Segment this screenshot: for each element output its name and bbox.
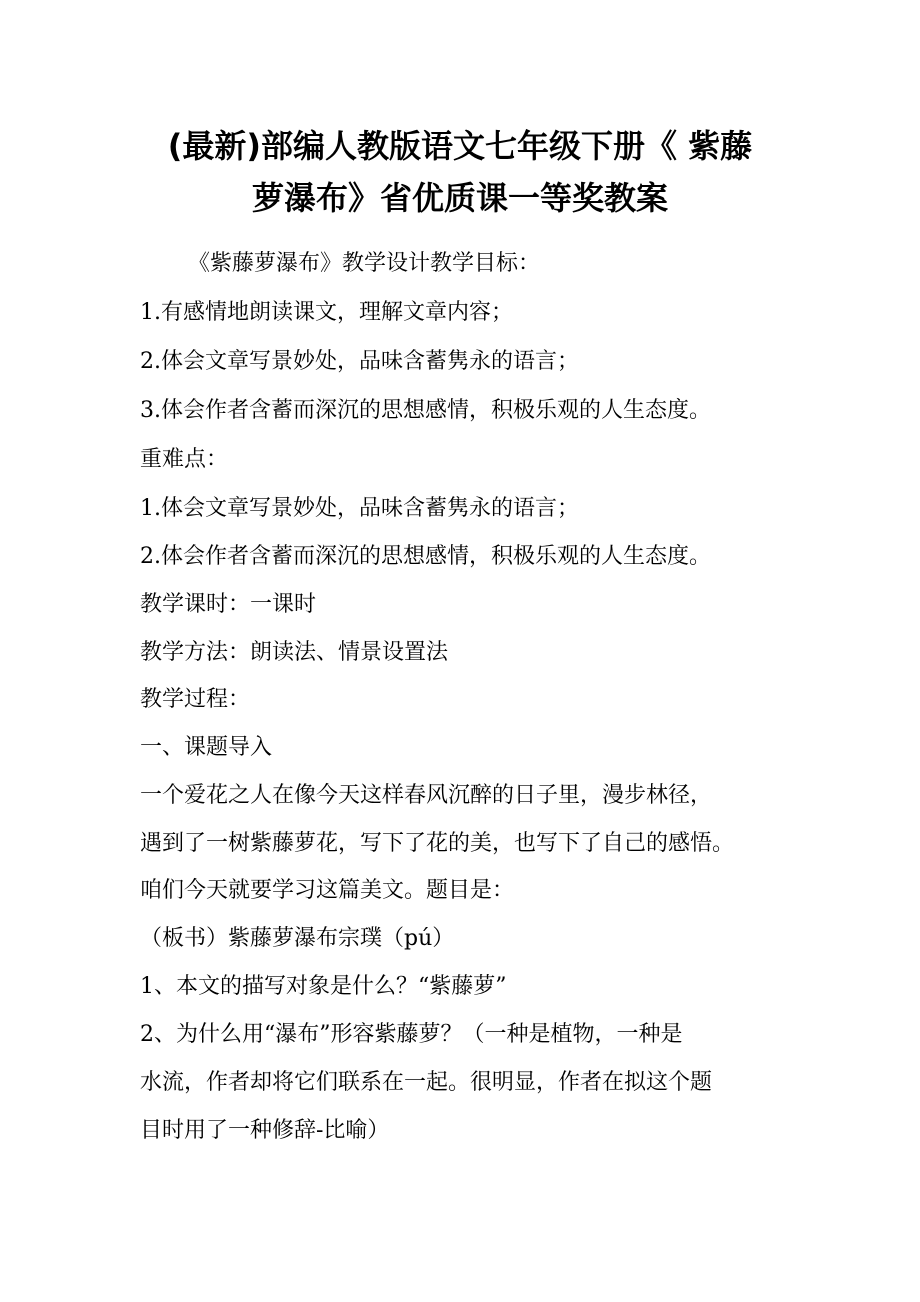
document-title-line-2: 萝瀑布》省优质课一等奖教案 <box>251 179 668 217</box>
paragraph-line: 一个爱花之人在像今天这样春风沉醉的日子里，漫步林径， <box>140 783 713 808</box>
question-2-continued: 水流，作者却将它们联系在一起。很明显，作者在拟这个题 <box>140 1070 713 1095</box>
key-points-heading: 重难点： <box>140 447 229 472</box>
objective-1: 1.有感情地朗读课文，理解文章内容； <box>140 300 513 325</box>
question-2-continued: 目时用了一种修辞-比喻） <box>140 1118 390 1143</box>
paragraph-line: 遇到了一树紫藤萝花，写下了花的美，也写下了自己的感悟。 <box>140 831 735 856</box>
question-1: 1、本文的描写对象是什么？“紫藤萝” <box>140 974 507 999</box>
objective-2: 2.体会文章写景妙处，品味含蓄隽永的语言； <box>140 349 579 374</box>
key-point-1: 1.体会文章写景妙处，品味含蓄隽永的语言； <box>140 496 579 521</box>
blackboard-title: （板书）紫藤萝瀑布宗璞（pú） <box>140 926 455 951</box>
objective-3: 3.体会作者含蓄而深沉的思想感情，积极乐观的人生态度。 <box>140 398 711 423</box>
teaching-process-heading: 教学过程： <box>140 687 251 712</box>
design-heading: 《紫藤萝瀑布》教学设计教学目标： <box>188 251 541 276</box>
paragraph-line: 咱们今天就要学习这篇美文。题目是： <box>140 878 515 903</box>
question-2: 2、为什么用“瀑布”形容紫藤萝？（一种是植物，一种是 <box>140 1022 683 1047</box>
teaching-methods: 教学方法：朗读法、情景设置法 <box>140 640 449 665</box>
document-title-line-1: (最新)部编人教版语文七年级下册《 紫藤 <box>167 127 753 165</box>
key-point-2: 2.体会作者含蓄而深沉的思想感情，积极乐观的人生态度。 <box>140 544 711 569</box>
section-introduction: 一、课题导入 <box>140 735 273 760</box>
class-hours: 教学课时：一课时 <box>140 592 317 617</box>
